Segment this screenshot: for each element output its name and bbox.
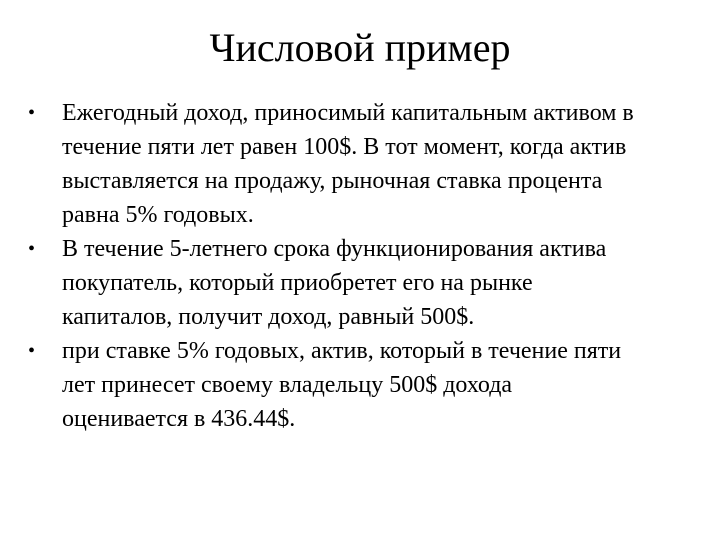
bullet-item-3 xyxy=(0,334,720,436)
bullet-list xyxy=(0,96,720,436)
bullet-icon: • xyxy=(28,238,36,260)
bullet-icon: • xyxy=(28,340,36,362)
bullet-text-1: Ежегодный доход, приносимый капитальным активом в течение пяти лет равен 100$. В тот момент, когда актив выставляется на продажу, рыночная ставка процента равна 5% годовых. xyxy=(62,100,634,228)
bullet-item-2 xyxy=(0,232,720,334)
bullet-text-2: В течение 5-летнего срока функционирования актива покупатель, который приобретет его на рынке капиталов, получит доход, равный 500$. xyxy=(62,236,607,330)
bullet-icon: • xyxy=(28,102,36,124)
slide-title: Числовой пример xyxy=(209,25,511,70)
bullet-item-1 xyxy=(0,96,720,232)
bullet-text-3: при ставке 5% годовых, актив, который в течение пяти лет принесет своему владельцу 500$ дохода оценивается в 436.44$. xyxy=(62,338,622,432)
